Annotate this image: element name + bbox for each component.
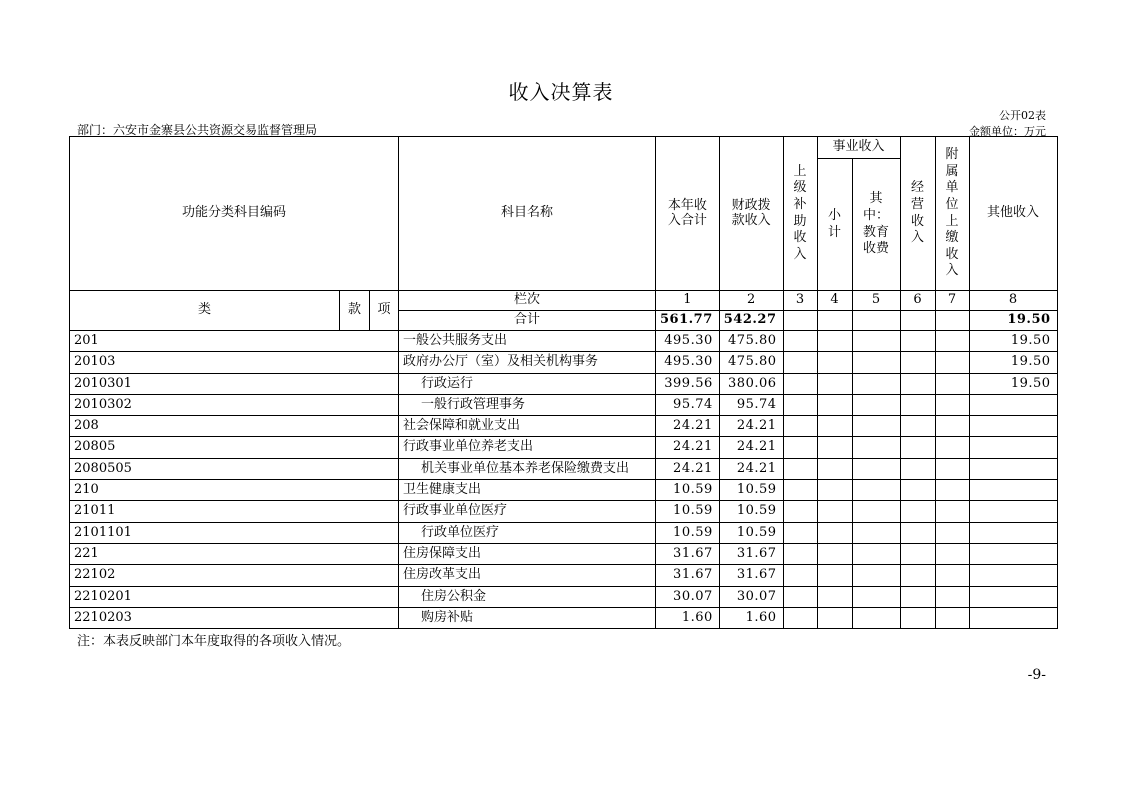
table-row bbox=[70, 373, 1058, 394]
row-fiscal: 24.21 bbox=[719, 458, 783, 479]
row-total: 30.07 bbox=[656, 586, 720, 607]
row-name: 行政运行 bbox=[399, 373, 656, 394]
header-xiang: 项 bbox=[370, 291, 399, 331]
col-num: 6 bbox=[900, 291, 935, 311]
empty-cell bbox=[852, 480, 900, 501]
row-total: 10.59 bbox=[656, 501, 720, 522]
row-fiscal: 31.67 bbox=[719, 543, 783, 564]
col-num: 3 bbox=[783, 291, 817, 311]
empty-cell bbox=[900, 586, 935, 607]
row-name: 一般公共服务支出 bbox=[399, 331, 656, 352]
empty-cell bbox=[783, 501, 817, 522]
table-row bbox=[70, 501, 1058, 522]
page-number: -9- bbox=[1027, 667, 1046, 683]
row-total: 495.30 bbox=[656, 331, 720, 352]
header-other: 其他收入 bbox=[969, 137, 1057, 291]
empty-cell bbox=[817, 565, 852, 586]
empty-cell bbox=[900, 416, 935, 437]
header-business-subtotal: 小计 bbox=[817, 159, 852, 291]
row-code: 208 bbox=[70, 416, 399, 437]
header-kuan: 款 bbox=[340, 291, 370, 331]
header-lei: 类 bbox=[70, 291, 340, 331]
empty-cell bbox=[817, 352, 852, 373]
empty-cell bbox=[783, 607, 817, 628]
empty-cell bbox=[935, 586, 969, 607]
row-total: 10.59 bbox=[656, 480, 720, 501]
table-row bbox=[70, 437, 1058, 458]
row-total: 31.67 bbox=[656, 543, 720, 564]
empty-cell bbox=[852, 331, 900, 352]
empty-cell bbox=[935, 331, 969, 352]
row-total: 24.21 bbox=[656, 437, 720, 458]
header-business-edu: 其中：教育收费 bbox=[852, 159, 900, 291]
col-num: 2 bbox=[719, 291, 783, 311]
total-row-label: 合计 bbox=[399, 311, 656, 331]
report-title: 收入决算表 bbox=[508, 80, 614, 104]
row-other: 19.50 bbox=[969, 352, 1057, 373]
empty-cell bbox=[783, 416, 817, 437]
total-other-value: 19.50 bbox=[969, 311, 1057, 331]
form-number: 公开02表 bbox=[999, 109, 1046, 122]
amount-unit-label: 金额单位：万元 bbox=[969, 125, 1046, 138]
row-code: 22102 bbox=[70, 565, 399, 586]
empty-cell bbox=[783, 543, 817, 564]
empty-cell bbox=[900, 522, 935, 543]
row-fiscal: 24.21 bbox=[719, 437, 783, 458]
empty-cell bbox=[852, 586, 900, 607]
row-other bbox=[969, 607, 1057, 628]
empty-cell bbox=[852, 501, 900, 522]
row-other bbox=[969, 480, 1057, 501]
header-superior: 上级补助收入 bbox=[783, 137, 817, 291]
row-total: 24.21 bbox=[656, 458, 720, 479]
row-other bbox=[969, 565, 1057, 586]
empty-cell bbox=[817, 586, 852, 607]
empty-cell bbox=[817, 522, 852, 543]
empty-cell bbox=[817, 331, 852, 352]
row-fiscal: 475.80 bbox=[719, 352, 783, 373]
empty-cell bbox=[783, 352, 817, 373]
empty-cell bbox=[935, 565, 969, 586]
header-affiliated: 附属单位上缴收入 bbox=[935, 137, 969, 291]
income-table bbox=[69, 136, 1058, 629]
header-total: 本年收入合计 bbox=[656, 137, 720, 291]
empty-cell bbox=[852, 607, 900, 628]
row-code: 210 bbox=[70, 480, 399, 501]
row-name: 住房公积金 bbox=[399, 586, 656, 607]
row-code: 2010301 bbox=[70, 373, 399, 394]
row-fiscal: 95.74 bbox=[719, 394, 783, 415]
table-row bbox=[70, 352, 1058, 373]
row-fiscal: 10.59 bbox=[719, 522, 783, 543]
row-other: 19.50 bbox=[969, 373, 1057, 394]
row-name: 行政事业单位医疗 bbox=[399, 501, 656, 522]
empty-cell bbox=[783, 522, 817, 543]
department-label: 部门：六安市金寨县公共资源交易监督管理局 bbox=[77, 123, 318, 137]
col-num: 1 bbox=[656, 291, 720, 311]
header-name: 科目名称 bbox=[399, 137, 656, 291]
table-row bbox=[70, 480, 1058, 501]
row-fiscal: 10.59 bbox=[719, 480, 783, 501]
empty-cell bbox=[852, 416, 900, 437]
row-total: 24.21 bbox=[656, 416, 720, 437]
table-row bbox=[70, 416, 1058, 437]
row-total: 495.30 bbox=[656, 352, 720, 373]
row-code: 2010302 bbox=[70, 394, 399, 415]
empty-cell bbox=[900, 331, 935, 352]
col-num: 8 bbox=[969, 291, 1057, 311]
empty-cell bbox=[817, 394, 852, 415]
empty-cell bbox=[935, 480, 969, 501]
empty-cell bbox=[783, 394, 817, 415]
empty-cell bbox=[852, 458, 900, 479]
empty-cell bbox=[900, 394, 935, 415]
empty-cell bbox=[900, 458, 935, 479]
row-name: 卫生健康支出 bbox=[399, 480, 656, 501]
header-business: 事业收入 bbox=[817, 137, 900, 159]
row-fiscal: 380.06 bbox=[719, 373, 783, 394]
empty-cell bbox=[783, 458, 817, 479]
table-row bbox=[70, 543, 1058, 564]
row-name: 社会保障和就业支出 bbox=[399, 416, 656, 437]
empty-cell bbox=[900, 565, 935, 586]
empty-cell bbox=[817, 607, 852, 628]
empty-cell bbox=[935, 522, 969, 543]
table-row bbox=[70, 331, 1058, 352]
empty-cell bbox=[935, 458, 969, 479]
table-row bbox=[70, 458, 1058, 479]
row-name: 购房补贴 bbox=[399, 607, 656, 628]
empty-cell bbox=[817, 437, 852, 458]
empty-cell bbox=[852, 394, 900, 415]
empty-cell bbox=[900, 607, 935, 628]
empty-cell bbox=[900, 352, 935, 373]
row-other bbox=[969, 501, 1057, 522]
empty-cell bbox=[935, 352, 969, 373]
row-code: 20103 bbox=[70, 352, 399, 373]
empty-cell bbox=[900, 501, 935, 522]
row-other bbox=[969, 586, 1057, 607]
row-total: 399.56 bbox=[656, 373, 720, 394]
footnote: 注：本表反映部门本年度取得的各项收入情况。 bbox=[77, 634, 351, 649]
total-fiscal-value: 542.27 bbox=[719, 311, 783, 331]
empty-cell bbox=[783, 331, 817, 352]
row-fiscal: 24.21 bbox=[719, 416, 783, 437]
row-name: 住房保障支出 bbox=[399, 543, 656, 564]
col-num: 5 bbox=[852, 291, 900, 311]
row-fiscal: 10.59 bbox=[719, 501, 783, 522]
empty-cell bbox=[817, 373, 852, 394]
empty-cell bbox=[935, 394, 969, 415]
row-fiscal: 30.07 bbox=[719, 586, 783, 607]
empty-cell bbox=[900, 480, 935, 501]
row-code: 21011 bbox=[70, 501, 399, 522]
row-other bbox=[969, 543, 1057, 564]
row-other bbox=[969, 394, 1057, 415]
empty-cell bbox=[900, 373, 935, 394]
row-code: 2101101 bbox=[70, 522, 399, 543]
empty-cell bbox=[783, 480, 817, 501]
row-name: 机关事业单位基本养老保险缴费支出 bbox=[399, 458, 656, 479]
empty-cell bbox=[817, 543, 852, 564]
empty-cell bbox=[817, 480, 852, 501]
empty-cell bbox=[852, 543, 900, 564]
empty-cell bbox=[783, 437, 817, 458]
header-code: 功能分类科目编码 bbox=[70, 137, 399, 291]
header-operating: 经营收入 bbox=[900, 137, 935, 291]
row-name: 一般行政管理事务 bbox=[399, 394, 656, 415]
empty-cell bbox=[852, 352, 900, 373]
empty-cell bbox=[852, 437, 900, 458]
row-other: 19.50 bbox=[969, 331, 1057, 352]
header-lanci: 栏次 bbox=[399, 291, 656, 311]
empty-cell bbox=[817, 458, 852, 479]
total-income-value: 561.77 bbox=[656, 311, 720, 331]
empty-cell bbox=[935, 416, 969, 437]
row-code: 2210203 bbox=[70, 607, 399, 628]
row-total: 95.74 bbox=[656, 394, 720, 415]
row-fiscal: 1.60 bbox=[719, 607, 783, 628]
empty-cell bbox=[935, 543, 969, 564]
empty-cell bbox=[935, 373, 969, 394]
empty-cell bbox=[900, 437, 935, 458]
empty-cell bbox=[783, 373, 817, 394]
row-fiscal: 475.80 bbox=[719, 331, 783, 352]
table-row bbox=[70, 586, 1058, 607]
row-code: 20805 bbox=[70, 437, 399, 458]
row-code: 221 bbox=[70, 543, 399, 564]
col-num: 7 bbox=[935, 291, 969, 311]
empty-cell bbox=[783, 565, 817, 586]
empty-cell bbox=[935, 437, 969, 458]
row-other bbox=[969, 458, 1057, 479]
empty-cell bbox=[817, 501, 852, 522]
table-row bbox=[70, 394, 1058, 415]
row-code: 2210201 bbox=[70, 586, 399, 607]
row-code: 201 bbox=[70, 331, 399, 352]
empty-cell bbox=[852, 373, 900, 394]
empty-cell bbox=[852, 522, 900, 543]
empty-cell bbox=[783, 586, 817, 607]
empty-cell bbox=[852, 565, 900, 586]
row-name: 行政单位医疗 bbox=[399, 522, 656, 543]
empty-cell bbox=[935, 607, 969, 628]
row-other bbox=[969, 522, 1057, 543]
row-name: 行政事业单位养老支出 bbox=[399, 437, 656, 458]
empty-cell bbox=[935, 501, 969, 522]
row-code: 2080505 bbox=[70, 458, 399, 479]
row-name: 政府办公厅（室）及相关机构事务 bbox=[399, 352, 656, 373]
table-row bbox=[70, 522, 1058, 543]
row-name: 住房改革支出 bbox=[399, 565, 656, 586]
row-other bbox=[969, 437, 1057, 458]
row-total: 1.60 bbox=[656, 607, 720, 628]
row-fiscal: 31.67 bbox=[719, 565, 783, 586]
row-total: 10.59 bbox=[656, 522, 720, 543]
table-row bbox=[70, 565, 1058, 586]
empty-cell bbox=[900, 543, 935, 564]
col-num: 4 bbox=[817, 291, 852, 311]
row-total: 31.67 bbox=[656, 565, 720, 586]
row-other bbox=[969, 416, 1057, 437]
empty-cell bbox=[817, 416, 852, 437]
header-fiscal: 财政拨款收入 bbox=[719, 137, 783, 291]
table-row bbox=[70, 607, 1058, 628]
